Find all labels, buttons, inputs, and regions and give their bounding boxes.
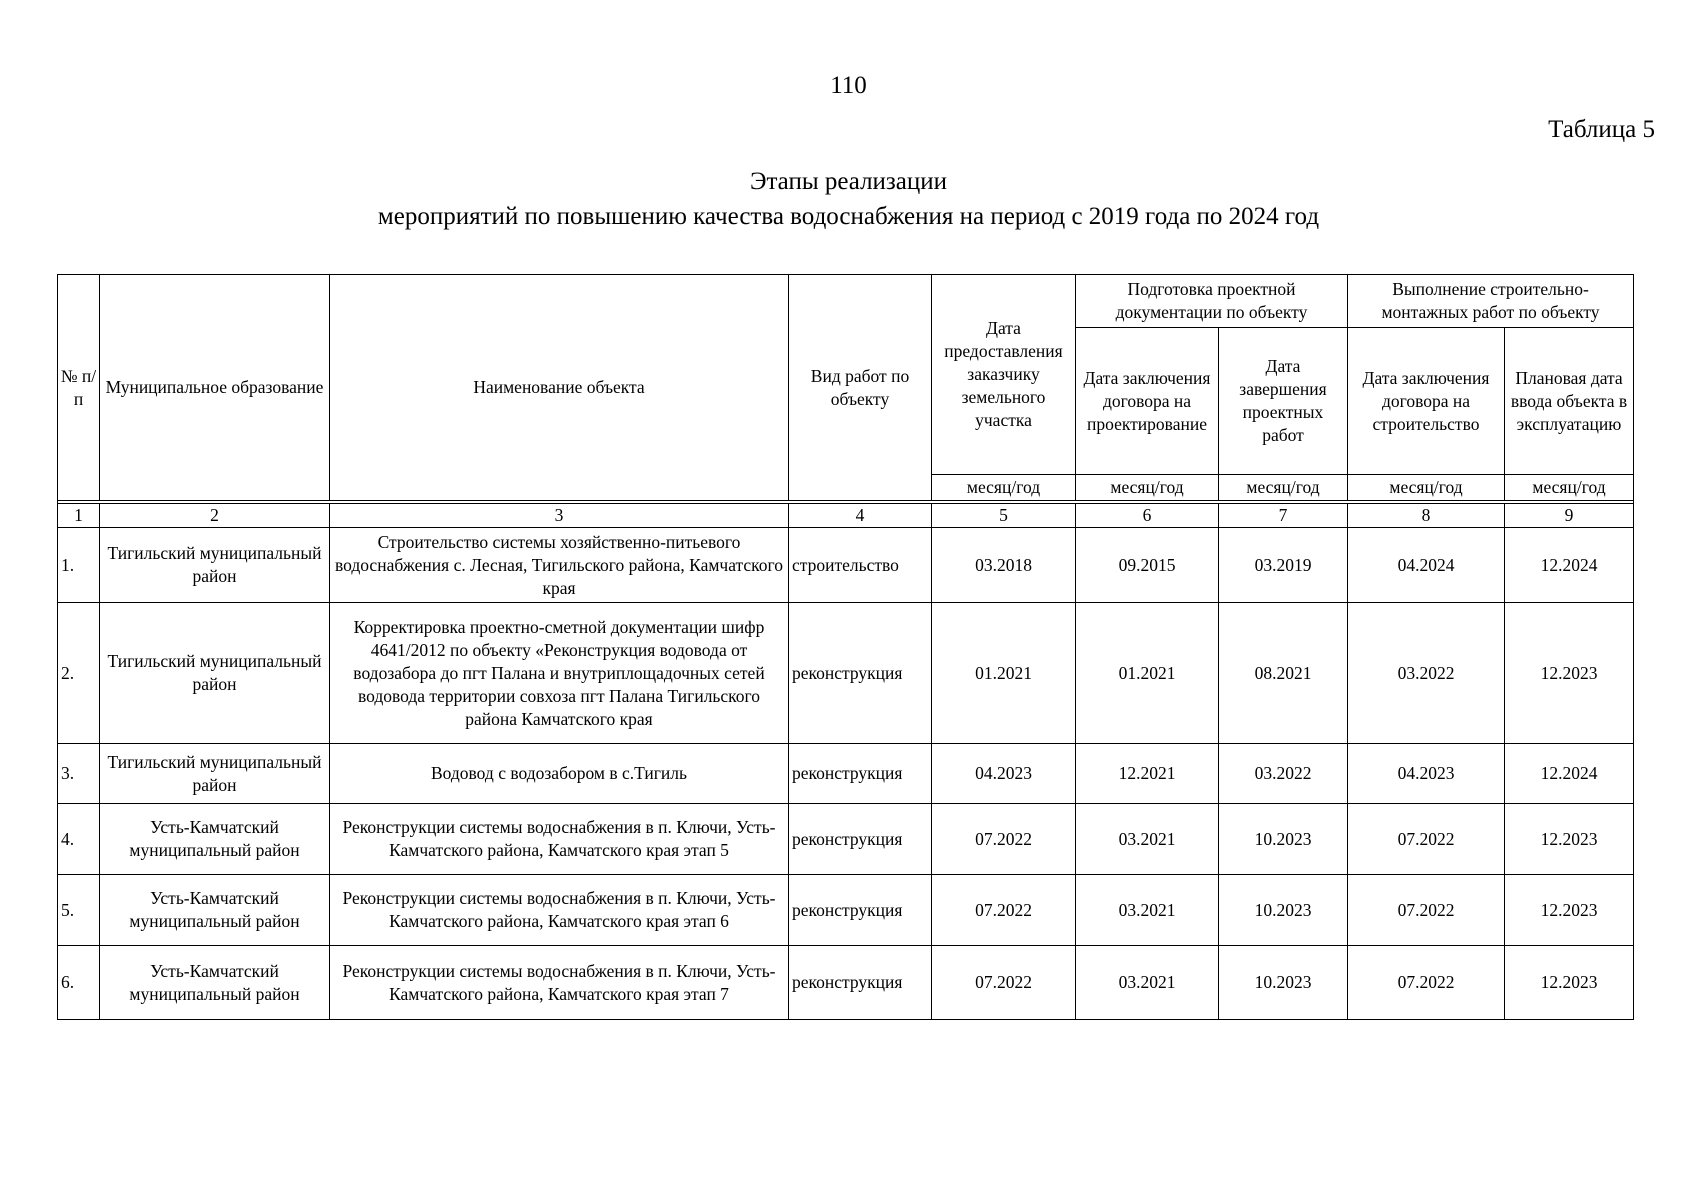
row-work-type: реконструкция [789, 946, 932, 1020]
table-row [58, 946, 1634, 1020]
row-num: 3. [58, 744, 100, 804]
column-number: 7 [1219, 504, 1348, 528]
column-number: 3 [330, 504, 789, 528]
row-work-type: реконструкция [789, 603, 932, 744]
row-design-contract: 12.2021 [1076, 744, 1219, 804]
row-design-complete: 08.2021 [1219, 603, 1348, 744]
row-municipality: Усть-Камчатский муниципальный район [100, 875, 330, 946]
implementation-stages-table [57, 274, 1634, 1020]
table-row [58, 804, 1634, 875]
row-land-date: 03.2018 [932, 528, 1076, 603]
header-municipality: Муниципальное образование [100, 275, 330, 501]
row-design-complete: 10.2023 [1219, 875, 1348, 946]
row-object-name: Водовод с водозабором в с.Тигиль [330, 744, 789, 804]
header-object-name: Наименование объекта [330, 275, 789, 501]
row-commissioning: 12.2023 [1505, 804, 1634, 875]
row-land-date: 07.2022 [932, 946, 1076, 1020]
row-design-contract: 03.2021 [1076, 946, 1219, 1020]
row-design-contract: 01.2021 [1076, 603, 1219, 744]
column-number: 5 [932, 504, 1076, 528]
column-number: 6 [1076, 504, 1219, 528]
header-unit: месяц/год [932, 475, 1076, 501]
row-design-contract: 09.2015 [1076, 528, 1219, 603]
page-number: 110 [830, 72, 867, 99]
header-work-type: Вид работ по объекту [789, 275, 932, 501]
row-design-complete: 03.2022 [1219, 744, 1348, 804]
row-num: 5. [58, 875, 100, 946]
row-object-name: Строительство системы хозяйственно-питьевого водоснабжения с. Лесная, Тигильского района, Камчатского края [330, 528, 789, 603]
row-municipality: Тигильский муниципальный район [100, 528, 330, 603]
table-row [58, 528, 1634, 603]
row-construction-contract: 03.2022 [1348, 603, 1505, 744]
column-number: 8 [1348, 504, 1505, 528]
document-title-line-1: Этапы реализации [749, 168, 948, 195]
row-municipality: Тигильский муниципальный район [100, 744, 330, 804]
row-land-date: 07.2022 [932, 875, 1076, 946]
row-design-contract: 03.2021 [1076, 804, 1219, 875]
header-design-complete: Дата завершения проектных работ [1219, 328, 1348, 475]
row-construction-contract: 07.2022 [1348, 804, 1505, 875]
header-land-date: Дата предоставления заказчику земельного участка [932, 275, 1076, 475]
row-land-date: 01.2021 [932, 603, 1076, 744]
table-row [58, 744, 1634, 804]
table-row [58, 875, 1634, 946]
header-design-contract: Дата заключения договора на проектирование [1076, 328, 1219, 475]
table-row [58, 603, 1634, 744]
row-construction-contract: 04.2023 [1348, 744, 1505, 804]
row-work-type: реконструкция [789, 875, 932, 946]
table-label: Таблица 5 [1548, 116, 1655, 143]
column-number: 2 [100, 504, 330, 528]
row-municipality: Усть-Камчатский муниципальный район [100, 804, 330, 875]
column-number-row [58, 504, 1634, 528]
row-design-complete: 10.2023 [1219, 804, 1348, 875]
row-commissioning: 12.2023 [1505, 946, 1634, 1020]
row-design-complete: 03.2019 [1219, 528, 1348, 603]
row-construction-contract: 07.2022 [1348, 875, 1505, 946]
row-commissioning: 12.2023 [1505, 603, 1634, 744]
row-num: 2. [58, 603, 100, 744]
column-number: 4 [789, 504, 932, 528]
row-work-type: реконструкция [789, 804, 932, 875]
row-design-contract: 03.2021 [1076, 875, 1219, 946]
row-object-name: Реконструкции системы водоснабжения в п. Ключи, Усть-Камчатского района, Камчатского края этап 5 [330, 804, 789, 875]
header-design-group: Подготовка проектной документации по объекту [1076, 275, 1348, 328]
row-design-complete: 10.2023 [1219, 946, 1348, 1020]
row-num: 1. [58, 528, 100, 603]
row-municipality: Тигильский муниципальный район [100, 603, 330, 744]
header-num: № п/п [58, 275, 100, 501]
row-construction-contract: 07.2022 [1348, 946, 1505, 1020]
row-object-name: Корректировка проектно-сметной документации шифр 4641/2012 по объекту «Реконструкция водовода от водозабора до пгт Палана и внутриплощадочных сетей водовода территории совхоза пгт Палана Тигильского района Камчатского края [330, 603, 789, 744]
row-commissioning: 12.2024 [1505, 528, 1634, 603]
row-object-name: Реконструкции системы водоснабжения в п. Ключи, Усть-Камчатского района, Камчатского края этап 6 [330, 875, 789, 946]
header-commissioning: Плановая дата ввода объекта в эксплуатацию [1505, 328, 1634, 475]
column-number: 1 [58, 504, 100, 528]
row-commissioning: 12.2023 [1505, 875, 1634, 946]
row-num: 4. [58, 804, 100, 875]
row-land-date: 04.2023 [932, 744, 1076, 804]
header-construction-group: Выполнение строительно-монтажных работ по объекту [1348, 275, 1634, 328]
document-title-line-2: мероприятий по повышению качества водоснабжения на период с 2019 года по 2024 год [377, 203, 1320, 230]
header-construction-contract: Дата заключения договора на строительство [1348, 328, 1505, 475]
row-work-type: реконструкция [789, 744, 932, 804]
row-commissioning: 12.2024 [1505, 744, 1634, 804]
header-unit: месяц/год [1505, 475, 1634, 501]
header-unit: месяц/год [1219, 475, 1348, 501]
row-municipality: Усть-Камчатский муниципальный район [100, 946, 330, 1020]
row-object-name: Реконструкции системы водоснабжения в п. Ключи, Усть-Камчатского района, Камчатского края этап 7 [330, 946, 789, 1020]
header-unit: месяц/год [1076, 475, 1219, 501]
row-construction-contract: 04.2024 [1348, 528, 1505, 603]
header-unit: месяц/год [1348, 475, 1505, 501]
row-num: 6. [58, 946, 100, 1020]
row-work-type: строительство [789, 528, 932, 603]
column-number: 9 [1505, 504, 1634, 528]
row-land-date: 07.2022 [932, 804, 1076, 875]
